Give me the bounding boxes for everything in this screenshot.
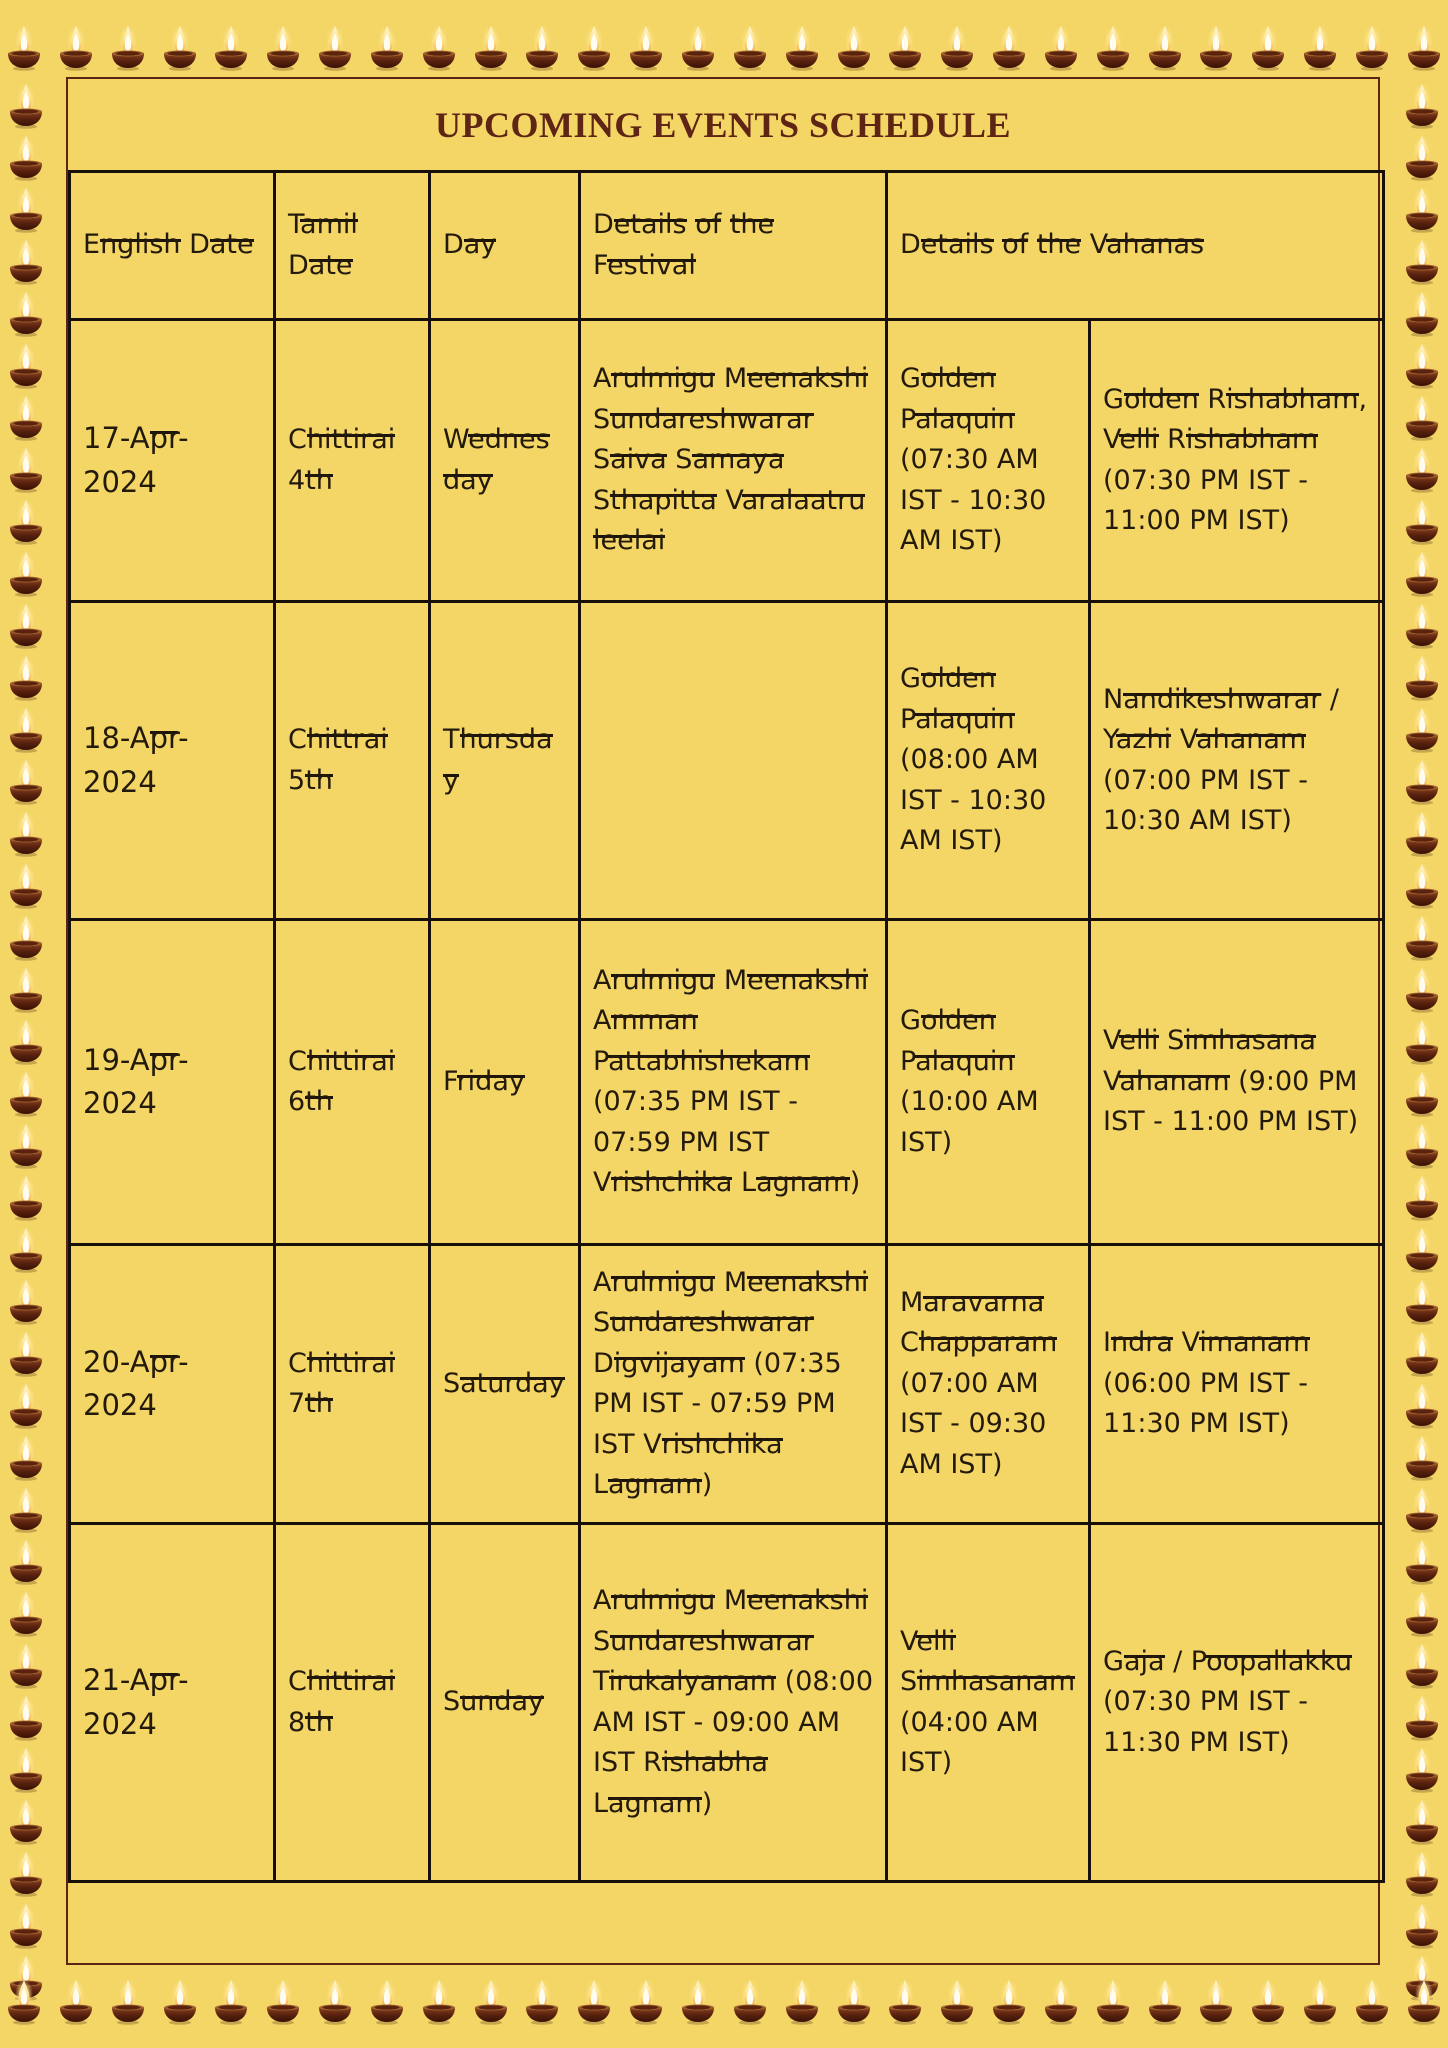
diya-oil-lamp-icon — [1406, 1974, 1442, 2026]
diya-oil-lamp-icon — [1404, 1482, 1440, 1534]
diya-oil-lamp-icon — [8, 754, 44, 806]
diya-oil-lamp-icon — [58, 20, 94, 72]
diya-oil-lamp-icon — [1147, 20, 1183, 72]
diya-oil-lamp-icon — [1404, 702, 1440, 754]
day-cell: Sunday — [430, 1524, 580, 1882]
day-cell: Thursday — [430, 602, 580, 920]
diya-oil-lamp-icon — [8, 1638, 44, 1690]
vahana-evening-cell: Velli Simhasana Vahanam (9:00 PM IST - 11:00 PM IST) — [1090, 920, 1384, 1245]
event-row — [70, 602, 1384, 920]
diya-oil-lamp-icon — [421, 1974, 457, 2026]
festival-details-cell: Arulmigu Meenakshi Amman Pattabhishekam (07:35 PM IST - 07:59 PM IST Vrishchika Lagnam) — [580, 920, 887, 1245]
diya-oil-lamp-icon — [1354, 20, 1390, 72]
tamil-date-cell: Chittrai 5th — [275, 602, 430, 920]
day-cell: Saturday — [430, 1245, 580, 1524]
diya-oil-lamp-icon — [8, 1378, 44, 1430]
diya-oil-lamp-icon — [1404, 650, 1440, 702]
diya-oil-lamp-icon — [836, 20, 872, 72]
diya-oil-lamp-icon — [1404, 390, 1440, 442]
diya-oil-lamp-icon — [8, 1170, 44, 1222]
diya-oil-lamp-icon — [8, 1430, 44, 1482]
diya-oil-lamp-icon — [1147, 1974, 1183, 2026]
diya-oil-lamp-icon — [8, 1118, 44, 1170]
diya-oil-lamp-icon — [8, 1794, 44, 1846]
diya-oil-lamp-icon — [1404, 1274, 1440, 1326]
diya-oil-lamp-icon — [1095, 20, 1131, 72]
diya-oil-lamp-icon — [1404, 546, 1440, 598]
diya-oil-lamp-icon — [1404, 858, 1440, 910]
diya-oil-lamp-icon — [369, 20, 405, 72]
vahana-morning-cell: Golden Palaquin (10:00 AM IST) — [887, 920, 1090, 1245]
diya-oil-lamp-icon — [1198, 1974, 1234, 2026]
diya-oil-lamp-icon — [1095, 1974, 1131, 2026]
diya-oil-lamp-icon — [8, 1846, 44, 1898]
diya-oil-lamp-icon — [473, 1974, 509, 2026]
diya-border-left — [8, 78, 44, 1964]
diya-oil-lamp-icon — [8, 650, 44, 702]
diya-oil-lamp-icon — [1250, 1974, 1286, 2026]
diya-oil-lamp-icon — [1404, 1794, 1440, 1846]
event-row — [70, 1524, 1384, 1882]
vahana-morning-cell: Maravarna Chapparam (07:00 AM IST - 09:30 AM IST) — [887, 1245, 1090, 1524]
diya-oil-lamp-icon — [8, 286, 44, 338]
diya-oil-lamp-icon — [1404, 1014, 1440, 1066]
diya-oil-lamp-icon — [8, 1274, 44, 1326]
english-date-cell: 21-Apr-2024 — [70, 1524, 275, 1882]
day-cell: Wednesday — [430, 320, 580, 602]
diya-oil-lamp-icon — [8, 962, 44, 1014]
diya-oil-lamp-icon — [8, 182, 44, 234]
festival-details-cell: Arulmigu Meenakshi Sundareshwarar Digvijayam (07:35 PM IST - 07:59 PM IST Vrishchika Lagnam) — [580, 1245, 887, 1524]
diya-oil-lamp-icon — [1404, 1690, 1440, 1742]
diya-oil-lamp-icon — [265, 20, 301, 72]
diya-oil-lamp-icon — [1404, 130, 1440, 182]
diya-oil-lamp-icon — [8, 494, 44, 546]
diya-oil-lamp-icon — [1198, 20, 1234, 72]
diya-oil-lamp-icon — [8, 1014, 44, 1066]
diya-oil-lamp-icon — [836, 1974, 872, 2026]
diya-oil-lamp-icon — [939, 1974, 975, 2026]
diya-oil-lamp-icon — [8, 702, 44, 754]
diya-oil-lamp-icon — [8, 1482, 44, 1534]
diya-oil-lamp-icon — [1404, 1898, 1440, 1950]
diya-oil-lamp-icon — [1404, 1534, 1440, 1586]
diya-oil-lamp-icon — [8, 78, 44, 130]
diya-oil-lamp-icon — [887, 1974, 923, 2026]
diya-oil-lamp-icon — [162, 1974, 198, 2026]
diya-oil-lamp-icon — [1302, 20, 1338, 72]
diya-oil-lamp-icon — [8, 598, 44, 650]
diya-oil-lamp-icon — [1404, 598, 1440, 650]
festival-details-cell: Arulmigu Meenakshi Sundareshwarar Saiva Samaya Sthapitta Varalaatru leelai — [580, 320, 887, 602]
diya-oil-lamp-icon — [8, 1534, 44, 1586]
diya-oil-lamp-icon — [1404, 338, 1440, 390]
festival-details-cell: Arulmigu Meenakshi Sundareshwarar Tirukalyanam (08:00 AM IST - 09:00 AM IST Rishabha Lagnam) — [580, 1524, 887, 1882]
diya-oil-lamp-icon — [8, 1326, 44, 1378]
diya-oil-lamp-icon — [1404, 1638, 1440, 1690]
diya-oil-lamp-icon — [8, 442, 44, 494]
diya-oil-lamp-icon — [1250, 20, 1286, 72]
festival-details-cell — [580, 602, 887, 920]
vahana-morning-cell: Golden Palaquin (08:00 AM IST - 10:30 AM IST) — [887, 602, 1090, 920]
diya-oil-lamp-icon — [628, 20, 664, 72]
vahana-evening-cell: Nandikeshwarar / Yazhi Vahanam (07:00 PM IST - 10:30 AM IST) — [1090, 602, 1384, 920]
diya-oil-lamp-icon — [8, 338, 44, 390]
vahana-morning-cell: Velli Simhasanam (04:00 AM IST) — [887, 1524, 1090, 1882]
diya-oil-lamp-icon — [1404, 1170, 1440, 1222]
diya-oil-lamp-icon — [6, 20, 42, 72]
diya-oil-lamp-icon — [317, 20, 353, 72]
diya-oil-lamp-icon — [939, 20, 975, 72]
diya-oil-lamp-icon — [213, 1974, 249, 2026]
diya-border-top — [6, 20, 1442, 72]
diya-oil-lamp-icon — [369, 1974, 405, 2026]
diya-oil-lamp-icon — [1354, 1974, 1390, 2026]
diya-oil-lamp-icon — [732, 20, 768, 72]
diya-oil-lamp-icon — [1404, 1222, 1440, 1274]
events-table — [68, 170, 1385, 1883]
vahana-morning-cell: Golden Palaquin (07:30 AM IST - 10:30 AM IST) — [887, 320, 1090, 602]
diya-oil-lamp-icon — [1404, 910, 1440, 962]
english-date-cell: 19-Apr-2024 — [70, 920, 275, 1245]
col-header-festival: Details of the Festival — [580, 172, 887, 320]
col-header-vahanas: Details of the Vahanas — [887, 172, 1384, 320]
page-title: UPCOMING EVENTS SCHEDULE — [434, 104, 1012, 145]
schedule-frame — [66, 77, 1380, 1965]
diya-oil-lamp-icon — [8, 1066, 44, 1118]
diya-oil-lamp-icon — [1404, 1378, 1440, 1430]
diya-oil-lamp-icon — [8, 1586, 44, 1638]
diya-oil-lamp-icon — [680, 20, 716, 72]
diya-oil-lamp-icon — [8, 910, 44, 962]
diya-oil-lamp-icon — [317, 1974, 353, 2026]
diya-oil-lamp-icon — [162, 20, 198, 72]
diya-oil-lamp-icon — [1404, 494, 1440, 546]
diya-oil-lamp-icon — [8, 806, 44, 858]
diya-oil-lamp-icon — [1404, 1742, 1440, 1794]
diya-oil-lamp-icon — [732, 1974, 768, 2026]
diya-oil-lamp-icon — [6, 1974, 42, 2026]
diya-border-bottom — [6, 1974, 1442, 2026]
diya-oil-lamp-icon — [1404, 1586, 1440, 1638]
diya-oil-lamp-icon — [1404, 78, 1440, 130]
diya-oil-lamp-icon — [628, 1974, 664, 2026]
diya-oil-lamp-icon — [8, 390, 44, 442]
diya-oil-lamp-icon — [1406, 20, 1442, 72]
col-header-english-date: English Date — [70, 172, 275, 320]
day-cell: Friday — [430, 920, 580, 1245]
diya-oil-lamp-icon — [8, 1222, 44, 1274]
diya-oil-lamp-icon — [8, 1742, 44, 1794]
diya-oil-lamp-icon — [8, 858, 44, 910]
diya-oil-lamp-icon — [473, 20, 509, 72]
diya-oil-lamp-icon — [1404, 962, 1440, 1014]
diya-oil-lamp-icon — [1043, 20, 1079, 72]
diya-oil-lamp-icon — [110, 1974, 146, 2026]
diya-oil-lamp-icon — [1404, 806, 1440, 858]
diya-oil-lamp-icon — [8, 234, 44, 286]
diya-oil-lamp-icon — [1404, 442, 1440, 494]
diya-oil-lamp-icon — [8, 130, 44, 182]
event-row — [70, 1245, 1384, 1524]
diya-oil-lamp-icon — [110, 20, 146, 72]
diya-oil-lamp-icon — [524, 20, 560, 72]
tamil-date-cell: Chittirai 4th — [275, 320, 430, 602]
diya-oil-lamp-icon — [1404, 182, 1440, 234]
diya-oil-lamp-icon — [1404, 1430, 1440, 1482]
diya-oil-lamp-icon — [887, 20, 923, 72]
vahana-evening-cell: Golden Rishabham, Velli Rishabham (07:30 PM IST - 11:00 PM IST) — [1090, 320, 1384, 602]
diya-oil-lamp-icon — [1404, 286, 1440, 338]
tamil-date-cell: Chittirai 8th — [275, 1524, 430, 1882]
english-date-cell: 17-Apr-2024 — [70, 320, 275, 602]
diya-oil-lamp-icon — [1302, 1974, 1338, 2026]
diya-oil-lamp-icon — [8, 1690, 44, 1742]
diya-border-right — [1404, 78, 1440, 1964]
diya-oil-lamp-icon — [991, 1974, 1027, 2026]
diya-oil-lamp-icon — [8, 546, 44, 598]
diya-oil-lamp-icon — [1043, 1974, 1079, 2026]
diya-oil-lamp-icon — [1404, 1326, 1440, 1378]
english-date-cell: 18-Apr-2024 — [70, 602, 275, 920]
diya-oil-lamp-icon — [784, 1974, 820, 2026]
tamil-date-cell: Chittirai 7th — [275, 1245, 430, 1524]
diya-oil-lamp-icon — [1404, 1846, 1440, 1898]
col-header-day: Day — [430, 172, 580, 320]
diya-oil-lamp-icon — [58, 1974, 94, 2026]
vahana-evening-cell: Gaja / Poopallakku (07:30 PM IST - 11:30 PM IST) — [1090, 1524, 1384, 1882]
diya-oil-lamp-icon — [1404, 1066, 1440, 1118]
tamil-date-cell: Chittirai 6th — [275, 920, 430, 1245]
event-row — [70, 920, 1384, 1245]
diya-oil-lamp-icon — [421, 20, 457, 72]
diya-oil-lamp-icon — [1404, 1118, 1440, 1170]
diya-oil-lamp-icon — [991, 20, 1027, 72]
diya-oil-lamp-icon — [524, 1974, 560, 2026]
col-header-tamil-date: Tamil Date — [275, 172, 430, 320]
event-row — [70, 320, 1384, 602]
diya-oil-lamp-icon — [576, 20, 612, 72]
diya-oil-lamp-icon — [1404, 234, 1440, 286]
header-row — [70, 172, 1384, 320]
diya-oil-lamp-icon — [213, 20, 249, 72]
diya-oil-lamp-icon — [784, 20, 820, 72]
diya-oil-lamp-icon — [680, 1974, 716, 2026]
vahana-evening-cell: Indra Vimanam (06:00 PM IST - 11:30 PM IST) — [1090, 1245, 1384, 1524]
english-date-cell: 20-Apr-2024 — [70, 1245, 275, 1524]
diya-oil-lamp-icon — [1404, 754, 1440, 806]
diya-oil-lamp-icon — [8, 1898, 44, 1950]
diya-oil-lamp-icon — [576, 1974, 612, 2026]
diya-oil-lamp-icon — [265, 1974, 301, 2026]
